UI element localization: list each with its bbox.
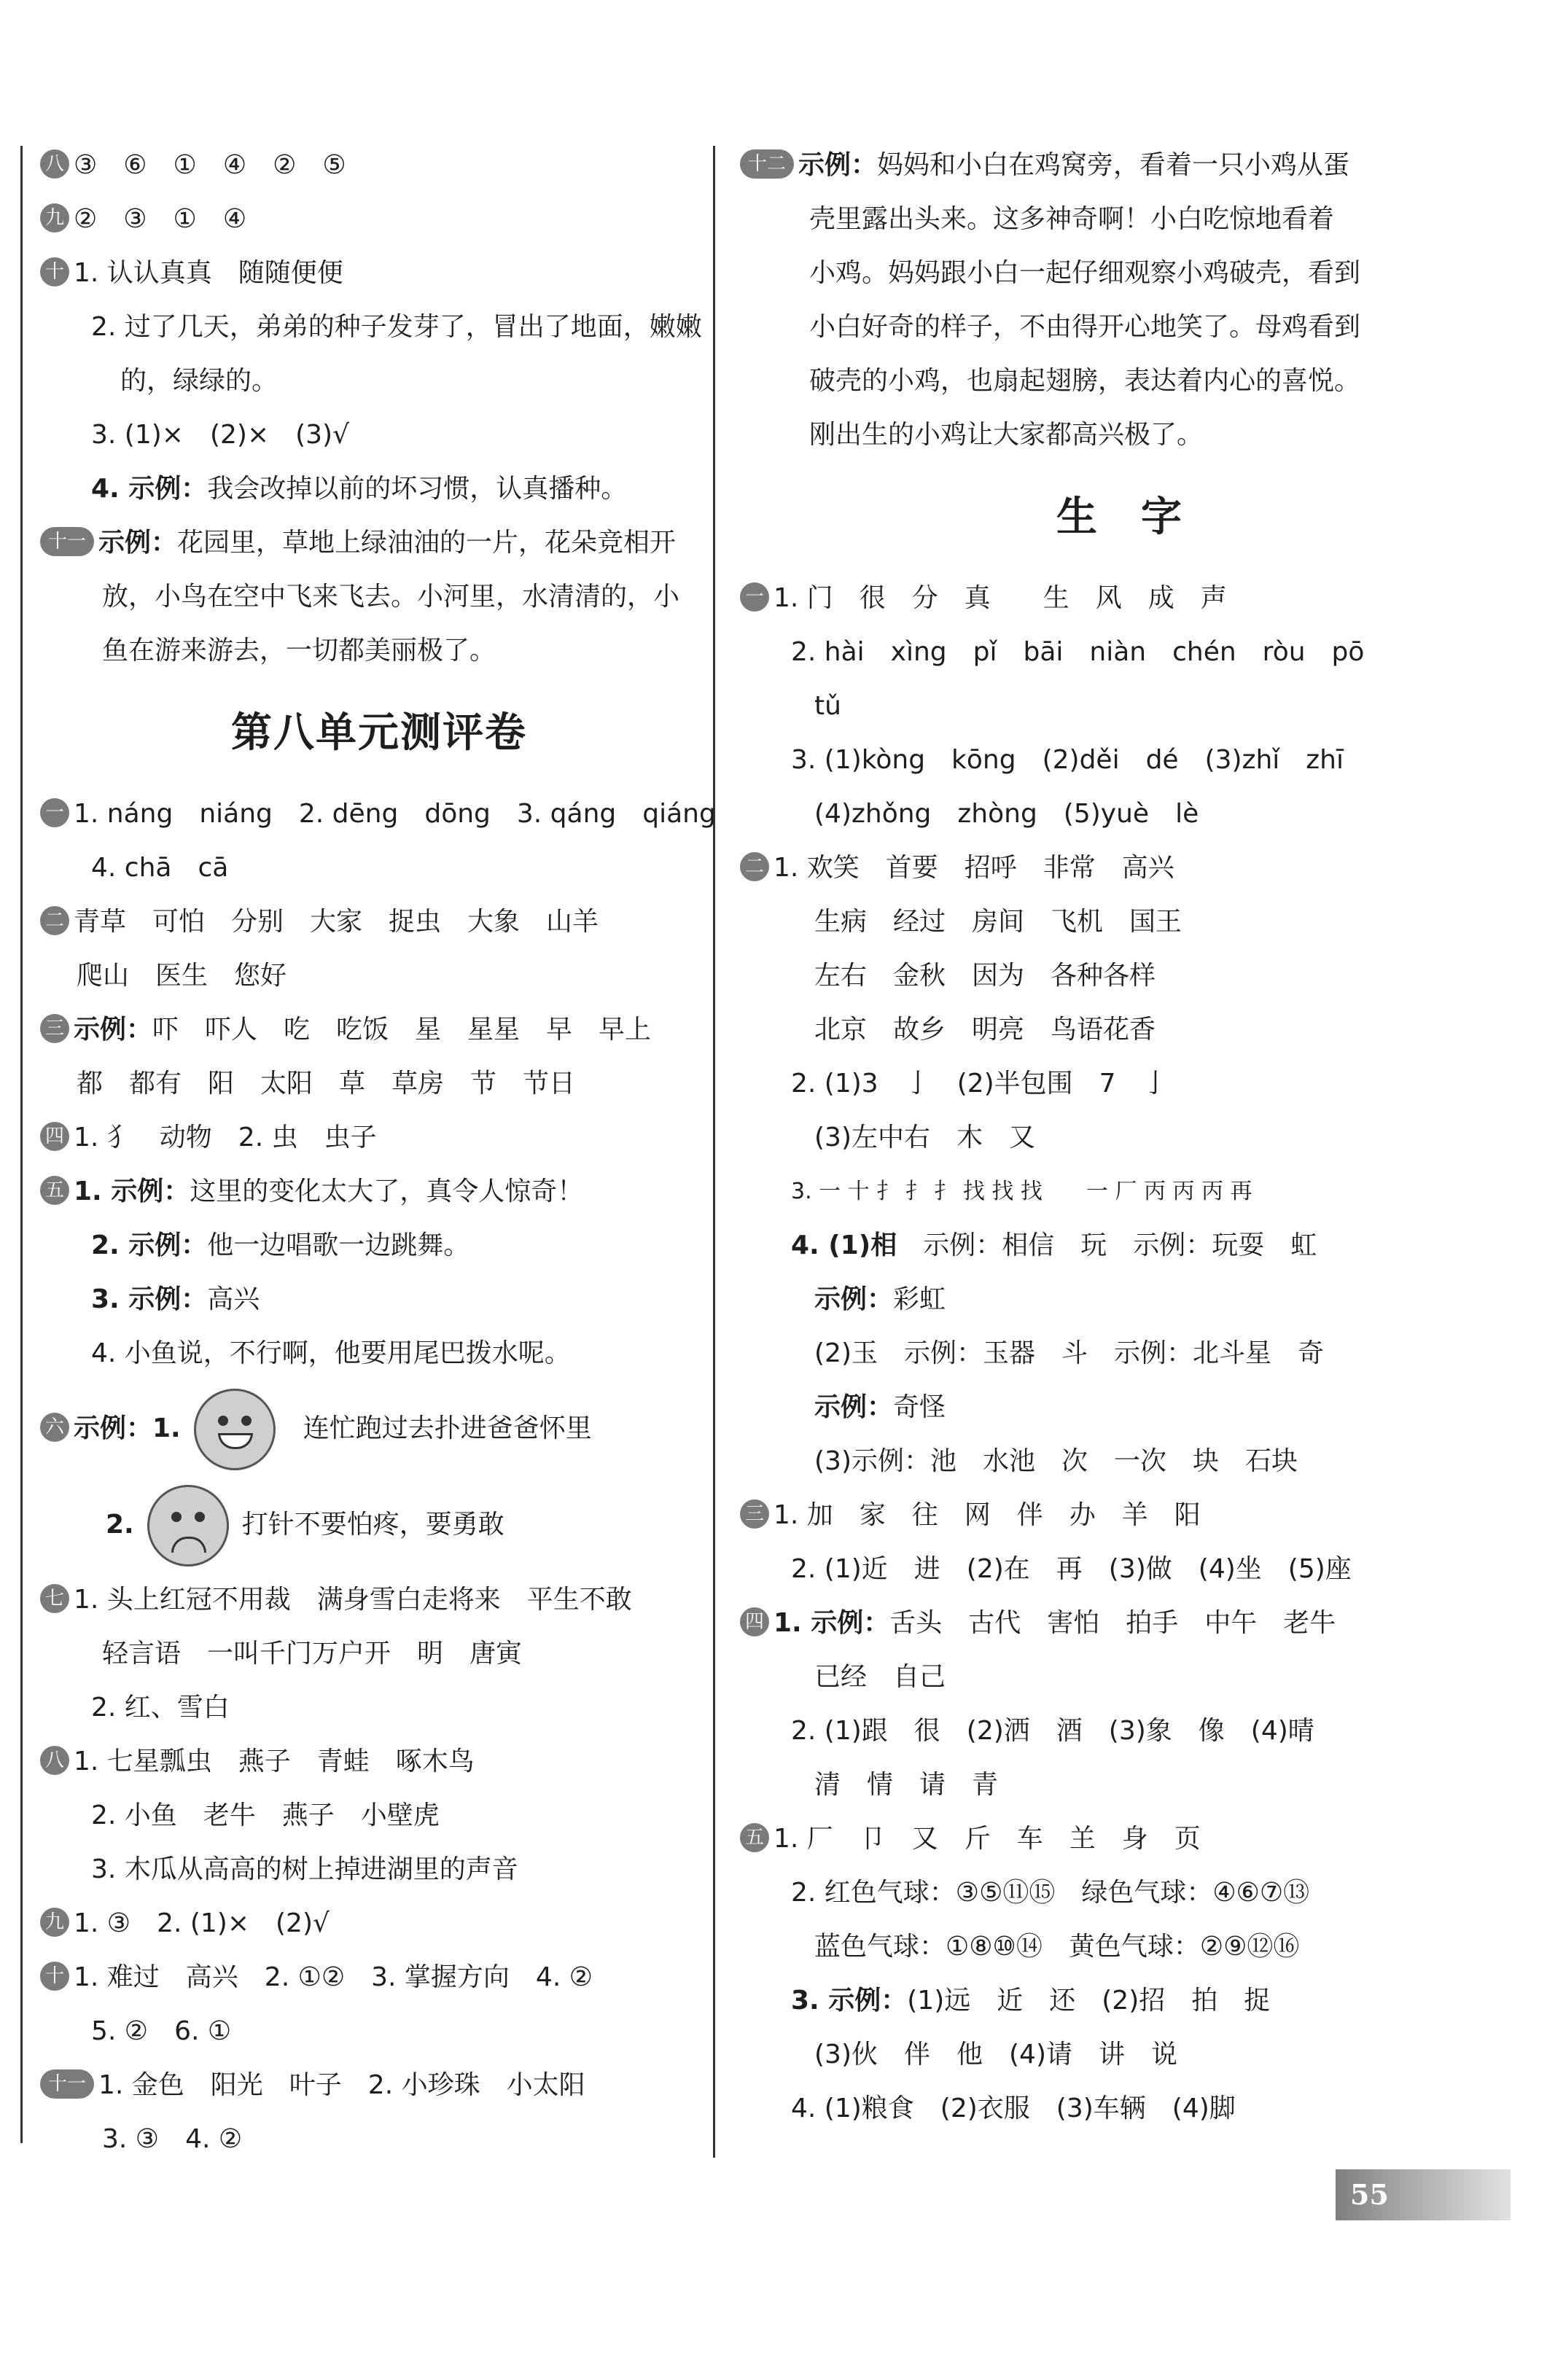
answer-line: 五 1. 厂 卩 又 斤 车 𦍌 身 页 [740,1812,1498,1866]
answer-line: 3. 示例：(1)远 近 还 (2)招 拍 捉 [791,1986,1271,2016]
section-title: 生字 [1056,493,1225,541]
answer-line: 2. 示例：他一边唱歌一边跳舞。 [91,1230,470,1260]
answer-line: 清 情 请 青 [814,1770,999,1800]
question-number-badge: 十 [40,257,69,286]
answer-line: 3. 示例：高兴 [91,1284,260,1314]
answer-line: 三 1. 加 家 往 网 伴 办 羊 阳 [740,1489,1498,1542]
answer-line: 三 示例：吓 吓人 吃 吃饭 星 星星 早 早上 [40,1003,718,1057]
answer-line: 3. 木瓜从高高的树上掉进湖里的声音 [91,1854,518,1884]
smiling-face-icon [194,1389,276,1470]
question-number-badge: 二 [740,852,769,881]
question-number-badge: 三 [40,1014,69,1043]
answer-line: 2. 红色气球：③⑤⑪⑮ 绿色气球：④⑥⑦⑬ [791,1878,1310,1908]
answer-line: 五 1. 示例：这里的变化太大了，真令人惊奇！ [40,1165,718,1219]
question-number-badge: 一 [40,798,69,827]
answer-line: (3)左中右 木 又 [814,1123,1035,1152]
answer-line: (3)示例：池 水池 次 一次 块 石块 [814,1446,1298,1476]
right-column [740,138,1498,2136]
answer-line: 2. (1)3 亅 (2)半包围 7 亅 [791,1069,1169,1099]
answer-line: (3)伙 伴 他 (4)请 讲 说 [814,2040,1177,2069]
answer-line: 示例：彩虹 [814,1284,946,1314]
answer-line: 3. 一 十 扌 扌 扌 找 找 找 一 厂 丙 丙 丙 再 [791,1179,1252,1204]
answer-line: 4. (1)相 示例：相信 玩 示例：玩耍 虹 [791,1230,1317,1260]
question-number-badge: 四 [740,1607,769,1636]
page-number-tab [1336,2169,1511,2220]
answer-line: 4. 示例：我会改掉以前的坏习惯，认真播种。 [91,474,628,504]
sad-face-icon [147,1485,229,1566]
answer-line: 刚出生的小鸡让大家都高兴极了。 [809,420,1204,450]
answer-line: 蓝色气球：①⑧⑩⑭ 黄色气球：②⑨⑫⑯ [814,1932,1300,1962]
question-number-badge: 十 [40,1962,69,1991]
answer-line: 八 ③ ⑥ ① ④ ② ⑤ [40,138,718,192]
question-number-badge: 一 [740,582,769,612]
answer-line: 5. ② 6. ① [91,2016,232,2046]
answer-line: 十一 示例：花园里，草地上绿油油的一片，花朵竞相开 [40,516,718,570]
answer-line: 3. (1)kòng kōng (2)děi dé (3)zhǐ zhī [791,745,1344,775]
answer-line: (2)玉 示例：玉器 斗 示例：北斗星 奇 [814,1338,1324,1368]
answer-line: 二 青草 可怕 分别 大家 捉虫 大象 山羊 [40,895,718,949]
answer-line: 十 1. 难过 高兴 2. ①② 3. 掌握方向 4. ② [40,1951,718,2005]
answer-line: 都 都有 阳 太阳 草 草房 节 节日 [77,1069,576,1099]
question-number-badge: 三 [740,1499,769,1529]
answer-line: 左右 金秋 因为 各种各样 [814,961,1156,991]
answer-line: 九 1. ③ 2. (1)× (2)√ [40,1897,718,1951]
answer-line: 2. (1)跟 很 (2)洒 酒 (3)象 像 (4)晴 [791,1716,1314,1746]
answer-line: 3. (1)× (2)× (3)√ [91,420,350,450]
answer-line: 已经 自己 [814,1662,946,1692]
answer-line: 2. 打针不要怕疼，要勇敢 [40,1477,718,1573]
answer-line: 小鸡。妈妈跟小白一起仔细观察小鸡破壳，看到 [809,258,1361,288]
answer-line: 示例：奇怪 [814,1392,946,1422]
answer-line: 九 ② ③ ① ④ [40,192,718,246]
answer-line: 放，小鸟在空中飞来飞去。小河里，水清清的，小 [102,582,680,612]
question-number-badge: 七 [40,1584,69,1613]
answer-line: 小白好奇的样子，不由得开心地笑了。母鸡看到 [809,312,1361,342]
answer-line: 爬山 医生 您好 [77,961,287,991]
answer-line: 2. 小鱼 老牛 燕子 小壁虎 [91,1800,440,1830]
answer-line: 北京 故乡 明亮 鸟语花香 [814,1015,1156,1045]
answer-line: 一 1. náng niáng 2. dēng dōng 3. qáng qiáng [40,787,718,841]
answer-line: 生病 经过 房间 飞机 国王 [814,907,1182,937]
answer-line: 破壳的小鸡，也扇起翅膀，表达着内心的喜悦。 [809,366,1361,396]
answer-line: 2. 红、雪白 [91,1693,230,1722]
question-number-badge: 五 [40,1176,69,1205]
answer-line: 壳里露出头来。这多神奇啊！小白吃惊地看着 [809,204,1335,234]
section-title: 第八单元测评卷 [231,709,527,757]
answer-line: 十 1. 认认真真 随随便便 [40,246,718,300]
question-number-badge: 五 [740,1823,769,1852]
answer-line: 二 1. 欢笑 首要 招呼 非常 高兴 [740,841,1498,895]
answer-line: 2. hài xìng pǐ bāi niàn chén ròu pō [791,637,1365,667]
answer-line: 七 1. 头上红冠不用裁 满身雪白走将来 平生不敢 [40,1573,718,1627]
left-margin-rule [20,146,23,2143]
question-number-badge: 九 [40,203,69,233]
answer-line: 4. chā cā [91,853,229,883]
answer-line: 4. 小鱼说，不行啊，他要用尾巴拨水呢。 [91,1338,571,1368]
answer-line: 2. (1)近 进 (2)在 再 (3)做 (4)坐 (5)座 [791,1554,1352,1584]
question-number-badge: 九 [40,1908,69,1937]
question-number-badge: 八 [40,149,69,179]
answer-line: 2. 过了几天，弟弟的种子发芽了，冒出了地面，嫩嫩 [91,312,702,342]
answer-line: 六 示例：1. 连忙跑过去扑进爸爸怀里 [40,1381,718,1477]
answer-line: 十一 1. 金色 阳光 叶子 2. 小珍珠 小太阳 [40,2059,718,2112]
question-number-badge: 十一 [40,527,94,556]
question-number-badge: 八 [40,1746,69,1775]
question-number-badge: 四 [40,1122,69,1151]
answer-line: 四 1. 示例：舌头 古代 害怕 拍手 中午 老牛 [740,1596,1498,1650]
answer-line: 3. ③ 4. ② [102,2124,243,2154]
answer-line: 4. (1)粮食 (2)衣服 (3)车辆 (4)脚 [791,2094,1236,2123]
question-number-badge: 十一 [40,2069,94,2099]
answer-line: tǔ [814,691,841,721]
answer-line: (4)zhǒng zhòng (5)yuè lè [814,799,1199,829]
answer-line: 四 1. 犭 动物 2. 虫 虫子 [40,1111,718,1165]
left-column [40,138,718,2166]
question-number-badge: 六 [40,1413,69,1442]
answer-line: 鱼在游来游去，一切都美丽极了。 [102,636,496,666]
question-number-badge: 十二 [740,149,794,179]
answer-line: 一 1. 门 很 分 真 生 风 成 声 [740,571,1498,625]
answer-line: 八 1. 七星瓢虫 燕子 青蛙 啄木鸟 [40,1735,718,1789]
question-number-badge: 二 [40,906,69,935]
answer-line: 十二 示例：妈妈和小白在鸡窝旁，看着一只小鸡从蛋 [740,138,1498,192]
answer-line: 轻言语 一叫千门万户开 明 唐寅 [102,1639,523,1669]
page-number: 55 [1350,2178,1389,2211]
answer-line: 的，绿绿的。 [120,366,278,396]
